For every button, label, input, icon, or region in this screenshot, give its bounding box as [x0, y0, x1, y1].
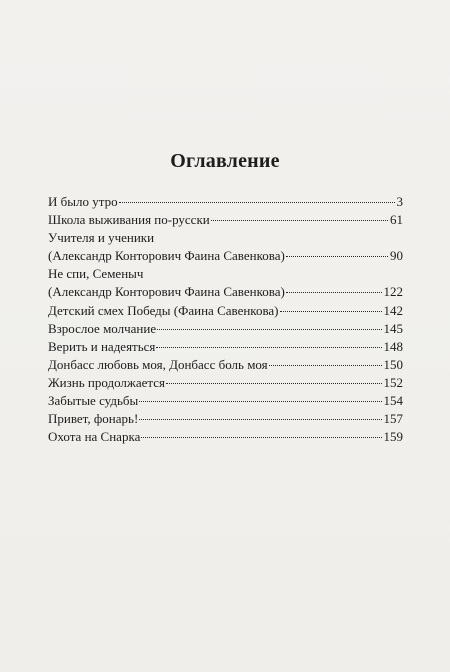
toc-leader-dots	[280, 311, 382, 312]
toc-entry	[48, 302, 403, 320]
toc-page-number: 148	[383, 338, 403, 354]
toc-entry-title: Школа выживания по-русски	[48, 212, 210, 228]
toc-page-number: 154	[383, 393, 403, 409]
toc-entry-authors: (Александр Конторович Фаина Савенкова)	[48, 284, 285, 300]
toc-page-number: 61	[390, 212, 403, 228]
toc-entry-title: Не спи, Семеныч	[48, 266, 144, 282]
toc-entry	[48, 374, 403, 392]
toc-entry	[48, 392, 403, 410]
toc-leader-dots	[139, 401, 381, 402]
toc-page-number: 3	[396, 194, 403, 209]
toc-entry-title: Учителя и ученики	[48, 230, 155, 246]
toc-page-number: 152	[383, 374, 403, 390]
toc-leader-dots	[119, 202, 395, 203]
toc-entry	[48, 428, 403, 446]
toc-entry	[48, 229, 403, 265]
toc-entry-title: Взрослое молчание	[48, 320, 157, 336]
toc-leader-dots	[286, 256, 388, 257]
page-title: Оглавление	[170, 150, 280, 172]
toc-entry-title: Верить и надеяться	[48, 338, 156, 354]
toc-leader-dots	[139, 419, 381, 420]
toc-entry	[48, 410, 403, 428]
toc-entry	[48, 193, 403, 211]
toc-entry	[48, 338, 403, 356]
toc-entry	[48, 211, 403, 229]
toc-entry-title: Привет, фонарь!	[48, 411, 139, 427]
toc-entry-title: Охота на Снарка	[48, 429, 141, 445]
toc-page-number: 157	[383, 411, 403, 427]
toc-leader-dots	[141, 437, 381, 438]
toc-page-number: 122	[383, 284, 403, 300]
toc-leader-dots	[157, 329, 381, 330]
toc-leader-dots	[269, 365, 382, 366]
toc-leader-dots	[156, 347, 381, 348]
table-of-contents	[48, 193, 403, 446]
toc-page-number: 145	[383, 320, 403, 336]
toc-entry-authors: (Александр Конторович Фаина Савенкова)	[48, 248, 285, 264]
toc-entry-title: И было утро	[48, 194, 118, 209]
toc-page-number: 142	[383, 302, 403, 318]
toc-entry-title: Жизнь продолжается	[48, 374, 165, 390]
toc-entry-title: Донбасс любовь моя, Донбасс боль моя	[48, 356, 268, 372]
toc-entry-title: Забытые судьбы	[48, 393, 139, 409]
toc-entry	[48, 265, 403, 301]
toc-entry	[48, 320, 403, 338]
toc-page-number: 150	[383, 356, 403, 372]
toc-leader-dots	[286, 292, 382, 293]
toc-page-number: 159	[383, 429, 403, 445]
toc-page-number: 90	[390, 248, 403, 264]
toc-entry	[48, 356, 403, 374]
toc-entry-title: Детский смех Победы (Фаина Савенкова)	[48, 302, 279, 318]
toc-leader-dots	[211, 220, 388, 221]
toc-leader-dots	[166, 383, 382, 384]
